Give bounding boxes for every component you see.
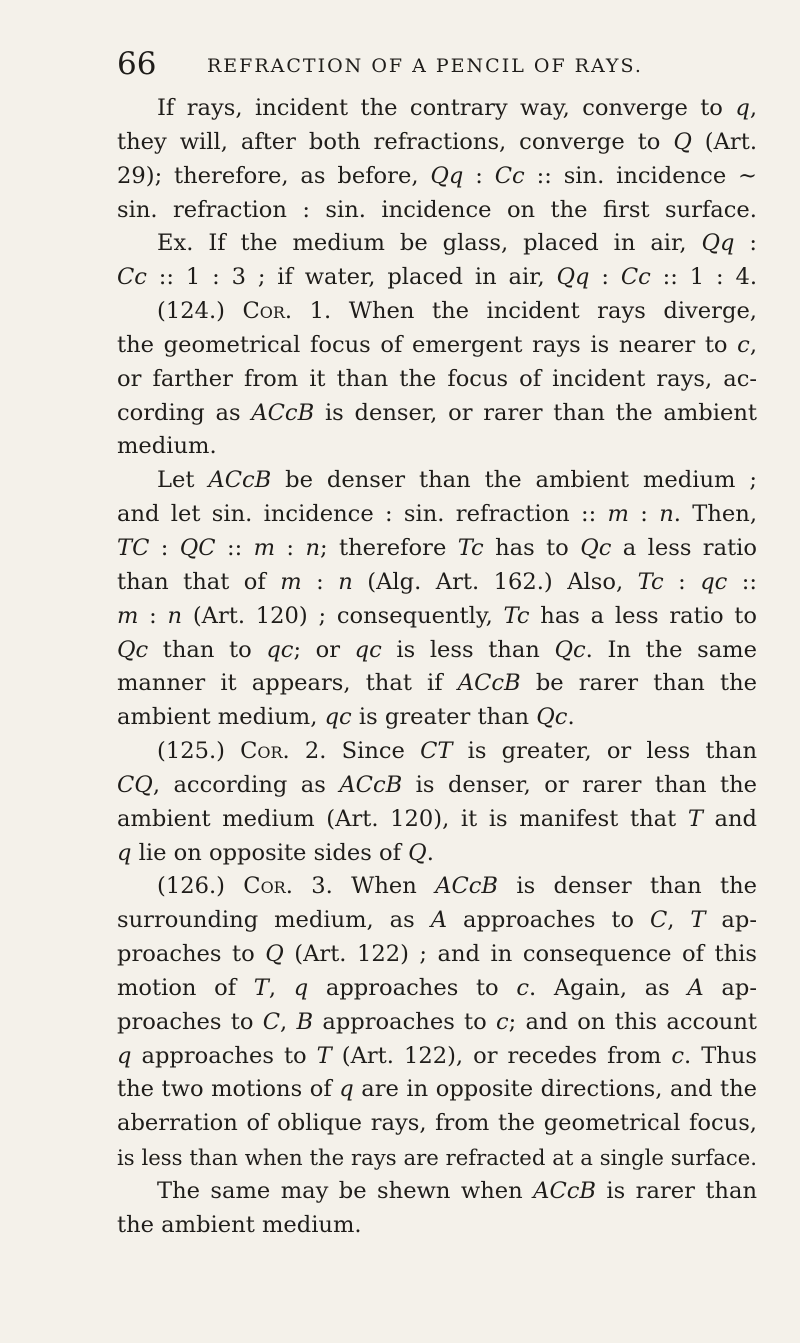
page-header — [117, 44, 757, 84]
text-line: medium. — [117, 433, 217, 460]
text-line: (126.) Cor. 3. When ACcB is denser than the — [157, 873, 757, 900]
text-line: cording as ACcB is denser, or rarer than the ambient — [117, 399, 757, 426]
text-line: than that of m : n (Alg. Art. 162.) Also, Tc : qc :: — [117, 568, 758, 595]
text-line: the ambient medium. — [117, 1211, 362, 1238]
text-line: Cc :: 1 : 3 ; if water, placed in air, Qq : Cc :: 1 : 4. — [117, 264, 757, 291]
text-line: aberration of oblique rays, from the geometrical focus, — [117, 1110, 757, 1137]
text-line: the geometrical focus of emergent rays is nearer to c, — [117, 331, 757, 358]
body-text — [117, 92, 757, 1243]
text-line: Ex. If the medium be glass, placed in air, Qq : — [157, 230, 758, 257]
text-line: Let ACcB be denser than the ambient medium ; — [157, 467, 757, 494]
text-line: The same may be shewn when ACcB is rarer than — [157, 1178, 757, 1204]
text-line: manner it appears, that if ACcB be rarer than the — [117, 670, 757, 697]
text-line: 29); therefore, as before, Qq : Cc :: sin. incidence ~ — [117, 162, 757, 189]
text-line: surrounding medium, as A approaches to C, T ap- — [117, 907, 757, 934]
running-head: REFRACTION OF A PENCIL OF RAYS. — [207, 55, 643, 77]
text-line: ambient medium (Art. 120), it is manifest that T and — [117, 805, 758, 832]
text-line: proaches to C, B approaches to c; and on this account — [117, 1008, 757, 1035]
page-number: 66 — [117, 46, 157, 82]
text-line: TC : QC :: m : n; therefore Tc has to Qc a less ratio — [117, 534, 757, 561]
text-line: sin. refraction : sin. incidence on the first surface. — [117, 196, 757, 223]
text-line: CQ, according as ACcB is denser, or rarer than the — [117, 771, 757, 798]
text-line: q lie on opposite sides of Q. — [117, 839, 434, 866]
text-line: the two motions of q are in opposite directions, and the — [117, 1076, 757, 1103]
text-line: or farther from it than the focus of incident rays, ac- — [117, 365, 757, 392]
text-line: ambient medium, qc is greater than Qc. — [117, 704, 575, 731]
text-line: (125.) Cor. 2. Since CT is greater, or less than — [157, 738, 757, 765]
text-line: (124.) Cor. 1. When the incident rays diverge, — [157, 298, 757, 325]
text-line: Qc than to qc; or qc is less than Qc. In the same — [117, 636, 757, 663]
text-line: m : n (Art. 120) ; consequently, Tc has a less ratio to — [117, 602, 757, 629]
text-line: proaches to Q (Art. 122) ; and in consequence of this — [117, 941, 757, 968]
text-line: q approaches to T (Art. 122), or recedes from c. Thus — [117, 1042, 757, 1069]
text-line: is less than when the rays are refracted at a single surface. — [117, 1145, 757, 1171]
text-line: they will, after both refractions, converge to Q (Art. — [117, 128, 757, 155]
text-line: motion of T, q approaches to c. Again, as A ap- — [117, 974, 757, 1001]
text-line: If rays, incident the contrary way, converge to q, — [157, 95, 757, 121]
text-line: and let sin. incidence : sin. refraction :: m : n. Then, — [117, 501, 757, 528]
